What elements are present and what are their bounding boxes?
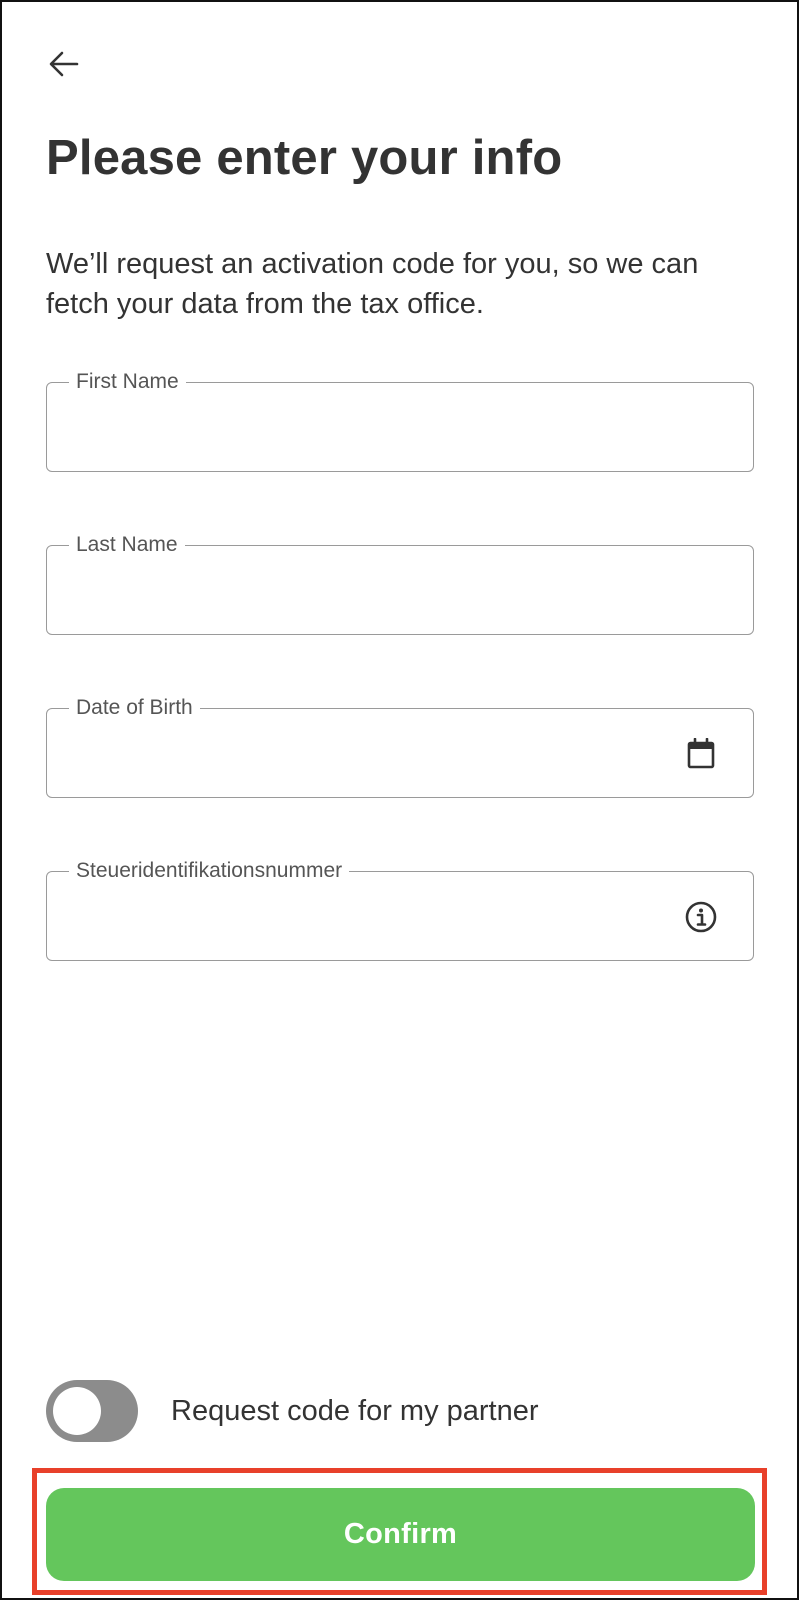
first-name-field[interactable]	[46, 370, 754, 472]
tax-id-field[interactable]	[46, 859, 754, 961]
calendar-icon	[686, 738, 716, 770]
date-of-birth-label: Date of Birth	[69, 694, 200, 722]
intro-text: We’ll request an activation code for you, so we can fetch your data from the tax office.	[46, 248, 699, 320]
partner-toggle-row	[46, 1380, 539, 1442]
last-name-field[interactable]	[46, 533, 754, 635]
date-of-birth-field[interactable]	[46, 696, 754, 798]
arrow-left-icon	[49, 51, 79, 77]
partner-toggle-label: Request code for my partner	[171, 1394, 539, 1427]
last-name-input[interactable]	[71, 572, 673, 610]
date-of-birth-input[interactable]	[71, 735, 673, 773]
partner-toggle[interactable]	[46, 1380, 138, 1442]
confirm-button[interactable]: Confirm	[46, 1488, 755, 1581]
calendar-button[interactable]	[683, 736, 719, 772]
info-icon	[684, 900, 718, 934]
back-button[interactable]	[42, 44, 86, 84]
first-name-input[interactable]	[71, 409, 673, 447]
page-title: Please enter your info	[46, 131, 563, 185]
first-name-label: First Name	[69, 368, 186, 396]
tax-id-input[interactable]	[71, 898, 673, 936]
tax-id-label: Steueridentifikationsnummer	[69, 857, 349, 885]
last-name-label: Last Name	[69, 531, 185, 559]
toggle-knob	[53, 1387, 101, 1435]
tax-id-info-button[interactable]	[683, 899, 719, 935]
